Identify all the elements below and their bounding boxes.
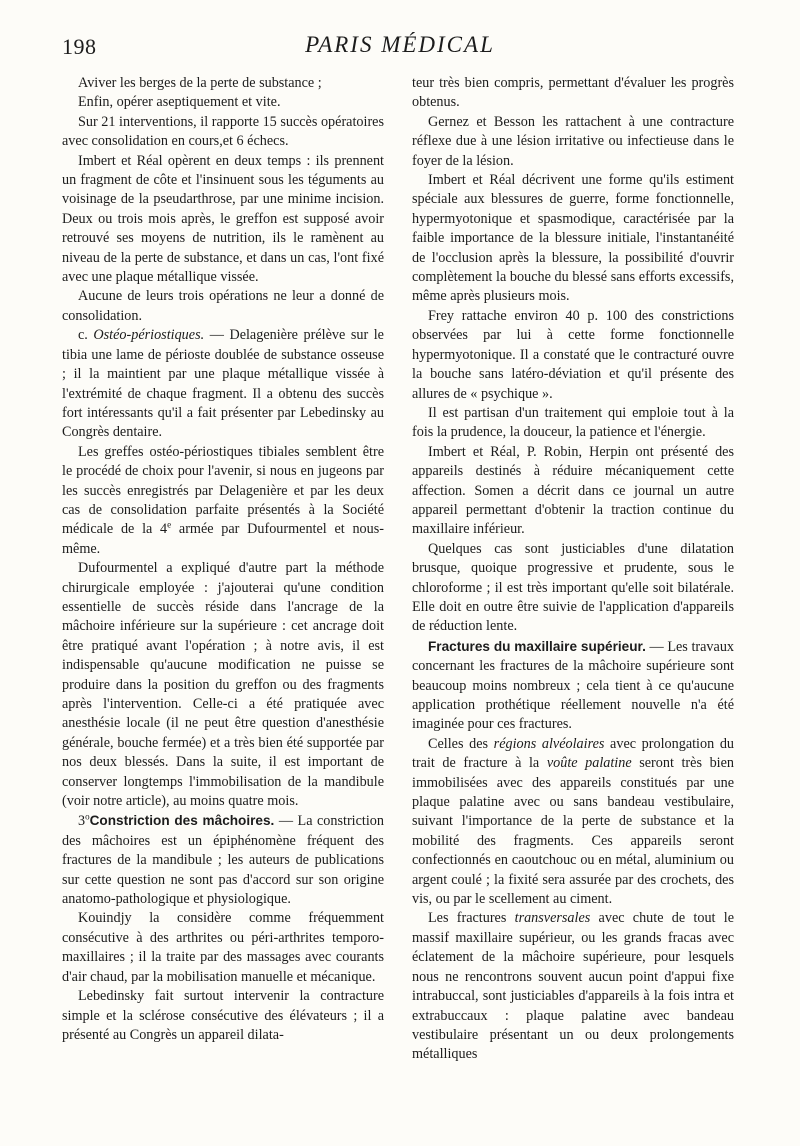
- page-number: 198: [62, 34, 97, 59]
- paragraph: [62, 811, 384, 909]
- paragraph-text: Gernez et Besson les rattachent à une contracture réflexe due à une lésion irritative ou infectieuse dans le foyer de la lésion.: [412, 113, 734, 169]
- paragraph-text: avec chute de tout le massif maxillaire supérieur, ou les grands fracas avec éclatement de la mâchoire supérieure, pour lesquels nous ne rencontrons souvent aucun point d'appui fixe intrabuccal, sont justiciables d'appareils à la fois intra et extrabuccaux : plaque palatine avec bandeau vestibulaire présentant un ou deux prolongements métalliques: [412, 910, 734, 1063]
- paragraph: [62, 287, 384, 326]
- paragraph: [62, 74, 384, 93]
- italic-term: transversales: [514, 910, 591, 927]
- paragraph-text: Frey rattache environ 40 p. 100 des constrictions observées par lui à cette forme fonctionnelle hypermyotonique. Il a constaté que le contracturé ouvre la bouche sans latéro-déviation et qu'il présente des allures de « psychique ».: [412, 307, 734, 402]
- paragraph-text: — Delagenière prélève sur le tibia une lame de périoste doublée de substance osseuse ; il la maintient par une plaque métallique vissée à l'extrémité de chaque fragment. Il a obtenu des succès fort intéressants qu'il a fait présenter par Lebedinsky au Congrès dentaire.: [62, 327, 384, 441]
- paragraph-text: Imbert et Réal, P. Robin, Herpin ont présenté des appareils destinés à réduire mécaniquement cette affection. Somen a décrit dans ce journal un autre appareil permettant d'obtenir la traction continue du maxillaire inférieur.: [412, 443, 734, 538]
- paragraph: [412, 540, 734, 637]
- paragraph-text: Enfin, opérer aseptiquement et vite.: [78, 94, 281, 111]
- paragraph-text: Aucune de leurs trois opérations ne leur a donné de consolidation.: [62, 288, 384, 324]
- paragraph-text: Sur 21 interventions, il rapporte 15 succès opératoires avec consolidation en cours,et 6 échecs.: [62, 113, 384, 150]
- paragraph: [62, 326, 384, 442]
- section-heading: Constriction des mâchoires.: [89, 813, 275, 829]
- paragraph-text: — Les travaux concernant les fractures de la mâchoire supérieure sont beaucoup moins nombreux ; cela tient à ce qu'aucune application prothétique réellement nouvelle n'a été imaginée pour ces fractures.: [412, 638, 735, 733]
- paragraph-text: Dufourmentel a expliqué d'autre part la méthode chirurgicale employée : j'ajouterai qu'une condition essentielle de succès réside dans l'ancrage de la mâchoire inférieure sur la supérieure : cet ancrage doit être pratiqué avant l'opération ; à notre avis, il est indispensable qu'aucune modification ne puisse se produire dans la position du greffon ou des fragments après l'intervention. Celle-ci a été pratiquée avec anesthésie locale (il ne peut être question d'anesthésie générale, bouche fermée) et a très bien été supportée par nos deux blessés. Dans la suite, il est important de conserver longtemps l'immobilisation de la mandibule (voir notre article), au moins quatre mois.: [62, 560, 384, 810]
- paragraph-text: Les fractures: [428, 910, 515, 927]
- section-marker: c.: [78, 327, 94, 344]
- paragraph-text: — La constriction des mâchoires est un épiphénomène fréquent des fractures de la mandibule ; les auteurs de publications sur cette question ne sont pas d'accord sur son origine anatomo-pathologique et physiologique.: [62, 813, 384, 908]
- paragraph: [412, 735, 734, 910]
- paragraph: [62, 93, 384, 112]
- paragraph-text: Il est partisan d'un traitement qui emploie tout à la fois la prudence, la douceur, la patience et l'énergie.: [412, 404, 734, 441]
- paragraph: [62, 113, 384, 152]
- paragraph: [62, 909, 384, 987]
- section-number-suffix: o: [85, 811, 90, 822]
- paragraph: [62, 443, 384, 559]
- paragraph-text: Imbert et Réal décrivent une forme qu'ils estiment spéciale aux blessures de guerre, forme fonctionnelle, hypermyotonique et spasmodique, caractérisée par la faible importance de la blessure initiale, l'instantanéité de l'occlusion après la blessure, la possibilité d'ouvrir complètement la bouche du blessé sans efforts excessifs, même après plusieurs mois.: [412, 172, 734, 305]
- left-column: [62, 74, 384, 1045]
- paragraph-text: Lebedinsky fait surtout intervenir la contracture simple et la sclérose consécutive des élévateurs ; il a présenté au Congrès un appareil dilata-: [62, 988, 384, 1043]
- ordinal-suffix: e: [167, 519, 172, 530]
- paragraph: [62, 987, 384, 1045]
- paragraph-text: Kouindjy la considère comme fréquemment consécutive à des arthrites ou péri-arthrites temporo-maxillaires ; il la traite par des massages avec courants d'air chaud, par la mobilisation manuelle et mécanique.: [62, 910, 384, 985]
- paragraph: [412, 637, 734, 735]
- paragraph: [412, 307, 734, 404]
- paragraph-text: teur très bien compris, permettant d'évaluer les progrès obtenus.: [412, 75, 734, 111]
- italic-term: régions alvéolaires: [493, 735, 605, 752]
- paragraph-text: seront très bien immobilisées avec des appareils constitués par une plaque palatine avec ou sans bandeau vestibulaire, suivant l'importance de la perte de substance et la mobilité des fragments. Ces appareils seront confectionnés en caoutchouc ou en métal, aluminium ou argent coulé ; la fixité sera assurée par des crochets, des vis, ou par le scellement au ciment.: [412, 755, 734, 908]
- paragraph: [412, 74, 734, 113]
- right-column: [412, 74, 734, 1065]
- paragraph-text: avec prolongation du trait de fracture à la: [412, 735, 735, 772]
- paragraph: [412, 404, 734, 443]
- section-heading: Ostéo-périostiques.: [93, 327, 205, 344]
- paragraph-text: Les greffes ostéo-périostiques tibiales semblent être le procédé de choix pour l'avenir, si nous en jugeons par les succès enregistrés par Delagenière et par les deux cas de consolidation parfaite présentés à la Société médicale de la 4: [62, 443, 384, 538]
- journal-title: PARIS MÉDICAL: [305, 32, 495, 57]
- section-heading: Fractures du maxillaire supérieur.: [428, 638, 646, 654]
- page-header: [62, 30, 738, 70]
- paragraph: [62, 559, 384, 811]
- paragraph: [412, 113, 734, 171]
- section-number: 3: [78, 813, 86, 830]
- paragraph: [412, 171, 734, 307]
- paragraph-text: armée par Dufourmentel et nous-même.: [62, 521, 384, 557]
- paragraph-text: Quelques cas sont justiciables d'une dilatation brusque, quoique progressive et prudente, sous le chloroforme ; il est très important qu'elle soit bilatérale. Elle doit en outre être suivie de l'application d'appareils de réduction lente.: [412, 540, 734, 635]
- paragraph: [62, 152, 384, 288]
- paragraph-text: Celles des: [428, 735, 494, 752]
- paragraph: [412, 443, 734, 540]
- italic-term: voûte palatine: [546, 755, 632, 772]
- paragraph-text: Imbert et Réal opèrent en deux temps : ils prennent un fragment de côte et l'insinuent sous les téguments au voisinage de la pseudarthrose, par une minime incision. Deux ou trois mois après, le greffon est supposé avoir retrouvé ses moyens de nutrition, ils le ramènent au niveau de la perte de substance, et dans un cas, l'ont fixé avec une plaque métallique vissée.: [62, 152, 384, 286]
- paragraph: [412, 909, 734, 1064]
- paragraph-text: Aviver les berges de la perte de substance ;: [78, 75, 322, 91]
